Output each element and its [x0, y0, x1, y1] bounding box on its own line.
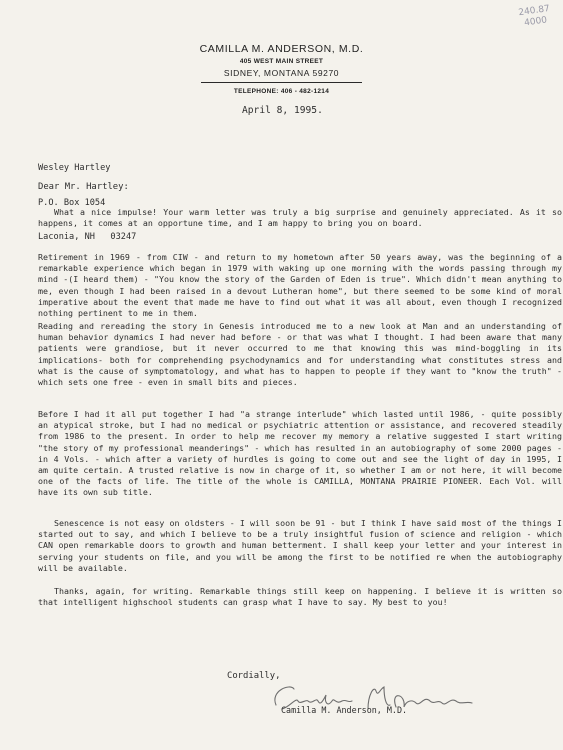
body-paragraph-1: What a nice impulse! Your warm letter was truly a big surprise and genuinely appreciated. As it so happens, it comes at an opportune time, and I am happy to bring you on board.	[38, 207, 562, 229]
letterhead-street: 405 WEST MAIN STREET	[239, 58, 324, 65]
letterhead-name: CAMILLA M. ANDERSON, M.D.	[199, 43, 364, 55]
pencil-annotation-line-1: 240.87	[517, 3, 551, 19]
recipient-name: Wesley Hartley	[38, 163, 111, 173]
letter-date: April 8, 1995.	[242, 105, 323, 116]
recipient-city: Laconia, NH 03247	[38, 232, 137, 242]
body-paragraph-2: Retirement in 1969 - from CIW - and return to my hometown after 50 years away, was the beginning of a remarkable experience which began in 1979 with waking up one morning with the words passing through my mind -(I heard them) - "You know the story of the Garden of Eden is true". Which didn't mean anything to me, even though I had been raised in a devout Lutheran home", but there seemed to be some kind of moral imperative about the event that made me have to find out what it was all about, even though I recognized nothing pertinent to me in them.	[38, 252, 562, 319]
recipient-box: P.O. Box 1054	[38, 197, 106, 208]
body-paragraph-3: Reading and rereading the story in Genesis introduced me to a new look at Man and an understanding of human behavior dynamics I had never had before - or that was what I thought. I had been aware that many patients were grandiose, but it never occurred to me that knowing this was mind-boggling in its implications- both for comprehending psychodynamics and for understanding what constitutes stress and what is the cause of symptomatology, and what has to happen to people if they want to "know the truth" - which sets one free - even in small bits and pieces.	[38, 321, 562, 388]
body-paragraph-6: Thanks, again, for writing. Remarkable things still keep on happening. I believe it is written so that intelligent highschool students can grasp what I have to say. My best to you!	[38, 586, 562, 608]
body-paragraph-4: Before I had it all put together I had "a strange interlude" which lasted until 1986, - quite possibly an atypical stroke, but I had no medical or psychiatric attention or assistance, and recovered steadily from 1986 to the present. In order to help me recover my memory a relative suggested I start writing "the story of my professional meanderings" - which has resulted in an autobiography of some 2000 pages - in 4 Vols. - which after a variety of hurdles is going to come out and see the light of day in 1995, I am quite certain. A trusted relative is now in charge of it, so whether I am or not here, it will become one of the facts of life. The title of the whole is CAMILLA, MONTANA PRAIRIE PIONEER. Each Vol. will have its own sub title.	[38, 409, 562, 498]
pencil-annotation	[514, 3, 557, 30]
signer-name: Camilla M. Anderson, M.D.	[281, 705, 408, 715]
letterhead-city: SIDNEY, MONTANA 59270	[223, 68, 340, 78]
salutation: Dear Mr. Hartley:	[38, 182, 129, 192]
closing: Cordially,	[227, 671, 281, 681]
body-paragraph-5: Senescence is not easy on oldsters - I will soon be 91 - but I think I have said most of the things I started out to say, and which I believe to be a truly insightful fusion of science and religion - which CAN open remarkable doors to growth and human betterment. I shall keep your letter and your interest in serving your students on file, and you will be among the first to be notified re when the autobiography will be available.	[38, 518, 562, 573]
recipient-address	[38, 140, 136, 267]
pencil-annotation-line-2: 4000	[523, 15, 548, 29]
letterhead-phone: TELEPHONE: 406 - 482-1214	[233, 88, 330, 95]
letterhead-rule	[201, 82, 362, 83]
